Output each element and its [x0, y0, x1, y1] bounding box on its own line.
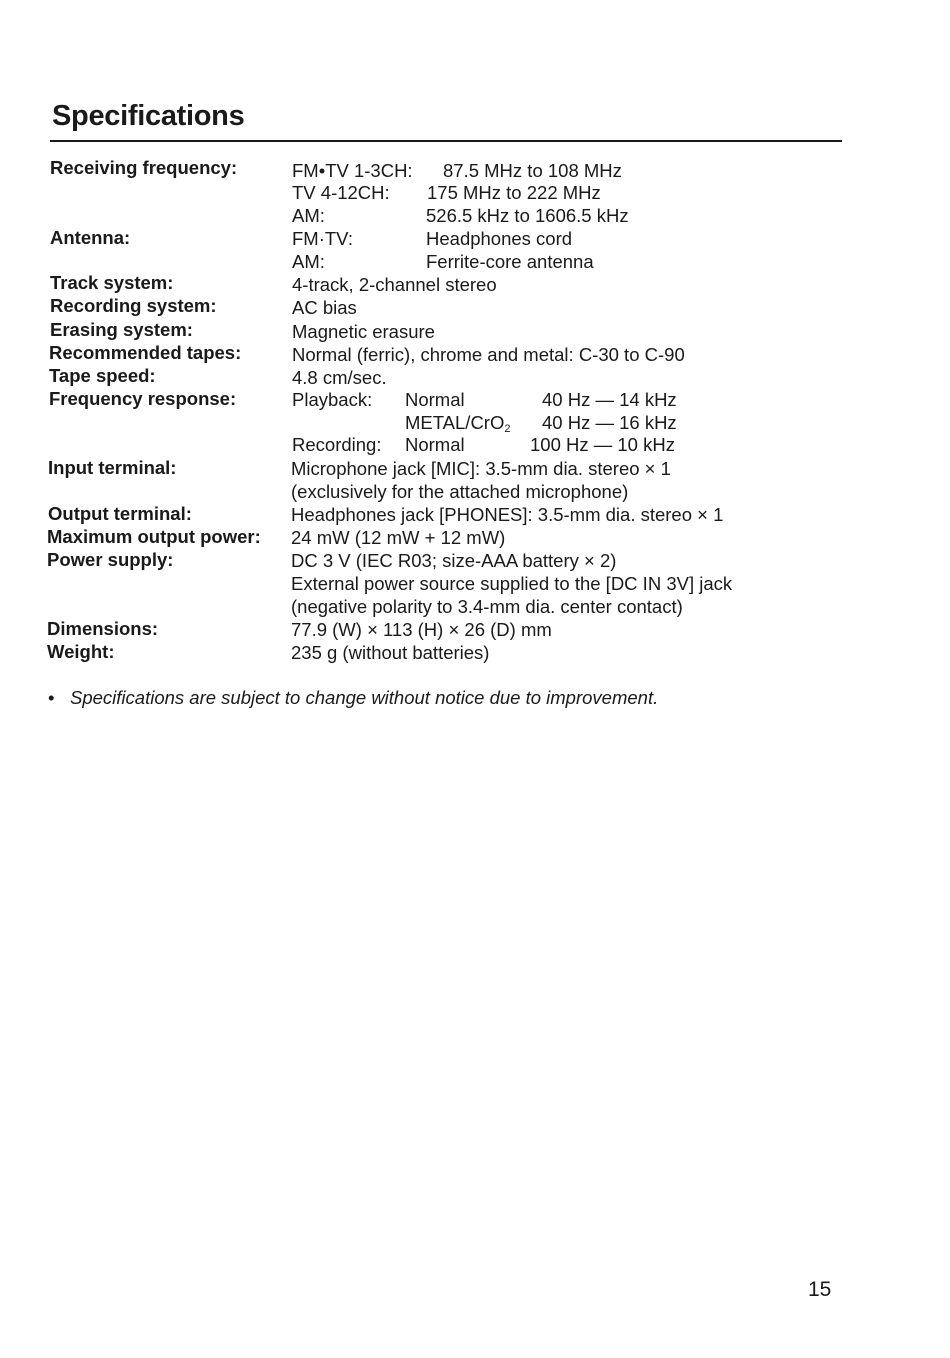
- antenna-label: Antenna:: [50, 227, 131, 248]
- bullet-icon: •: [48, 687, 55, 708]
- antenna-fm-tv-key: FM·TV:: [292, 228, 353, 249]
- power-supply-label: Power supply:: [47, 549, 174, 570]
- recording-system-value: AC bias: [292, 297, 357, 318]
- power-supply-line2: External power source supplied to the [DC IN 3V] jack: [291, 573, 733, 594]
- recording-key: Recording:: [292, 434, 382, 455]
- tape-speed-label: Tape speed:: [49, 365, 156, 386]
- maximum-output-power-value: 24 mW (12 mW + 12 mW): [291, 527, 506, 548]
- fm-tv-1-3ch-key: FM•TV 1-3CH:: [292, 160, 413, 181]
- note-text: Specifications are subject to change without notice due to improvement.: [70, 687, 659, 708]
- power-supply-line1: DC 3 V (IEC R03; size-AAA battery × 2): [291, 550, 617, 571]
- recommended-tapes-label: Recommended tapes:: [49, 342, 242, 363]
- receiving-frequency-label: Receiving frequency:: [50, 157, 238, 178]
- antenna-fm-tv-value: Headphones cord: [426, 228, 573, 249]
- tv-4-12ch-key: TV 4-12CH:: [292, 182, 390, 203]
- erasing-system-label: Erasing system:: [50, 319, 193, 340]
- tape-speed-value: 4.8 cm/sec.: [292, 367, 387, 388]
- output-terminal-value: Headphones jack [PHONES]: 3.5-mm dia. stereo × 1: [291, 504, 724, 525]
- tv-4-12ch-value: 175 MHz to 222 MHz: [427, 182, 601, 203]
- recording-normal-type: Normal: [405, 434, 465, 455]
- page-number: 15: [808, 1278, 832, 1301]
- recommended-tapes-value: Normal (ferric), chrome and metal: C-30 to C-90: [292, 344, 685, 365]
- power-supply-line3: (negative polarity to 3.4-mm dia. center contact): [291, 596, 683, 617]
- track-system-label: Track system:: [50, 272, 174, 293]
- am-frequency-value: 526.5 kHz to 1606.5 kHz: [426, 205, 629, 226]
- playback-key: Playback:: [292, 389, 373, 410]
- erasing-system-value: Magnetic erasure: [292, 321, 435, 342]
- output-terminal-label: Output terminal:: [48, 503, 192, 524]
- title-divider: [50, 140, 842, 142]
- track-system-value: 4-track, 2-channel stereo: [292, 274, 497, 295]
- am-frequency-key: AM:: [292, 205, 325, 226]
- specifications-note: [48, 686, 658, 710]
- page-title: Specifications: [52, 100, 245, 132]
- frequency-response-label: Frequency response:: [49, 388, 237, 409]
- input-terminal-line2: (exclusively for the attached microphone): [291, 481, 629, 502]
- playback-metal-type: METAL/CrO$_2$: [405, 412, 511, 435]
- dimensions-value: 77.9 (W) × 113 (H) × 26 (D) mm: [291, 619, 552, 640]
- fm-tv-1-3ch-value: 87.5 MHz to 108 MHz: [443, 160, 622, 181]
- antenna-am-value: Ferrite-core antenna: [426, 251, 594, 272]
- maximum-output-power-label: Maximum output power:: [47, 526, 261, 547]
- dimensions-label: Dimensions:: [47, 618, 159, 639]
- weight-value: 235 g (without batteries): [291, 642, 490, 663]
- playback-metal-range: 40 Hz — 16 kHz: [542, 412, 677, 433]
- weight-label: Weight:: [47, 641, 115, 662]
- recording-normal-range: 100 Hz — 10 kHz: [530, 434, 675, 455]
- antenna-am-key: AM:: [292, 251, 325, 272]
- input-terminal-label: Input terminal:: [48, 457, 177, 478]
- playback-normal-type: Normal: [405, 389, 465, 410]
- input-terminal-line1: Microphone jack [MIC]: 3.5-mm dia. stereo × 1: [291, 458, 671, 479]
- recording-system-label: Recording system:: [50, 295, 217, 316]
- playback-normal-range: 40 Hz — 14 kHz: [542, 389, 677, 410]
